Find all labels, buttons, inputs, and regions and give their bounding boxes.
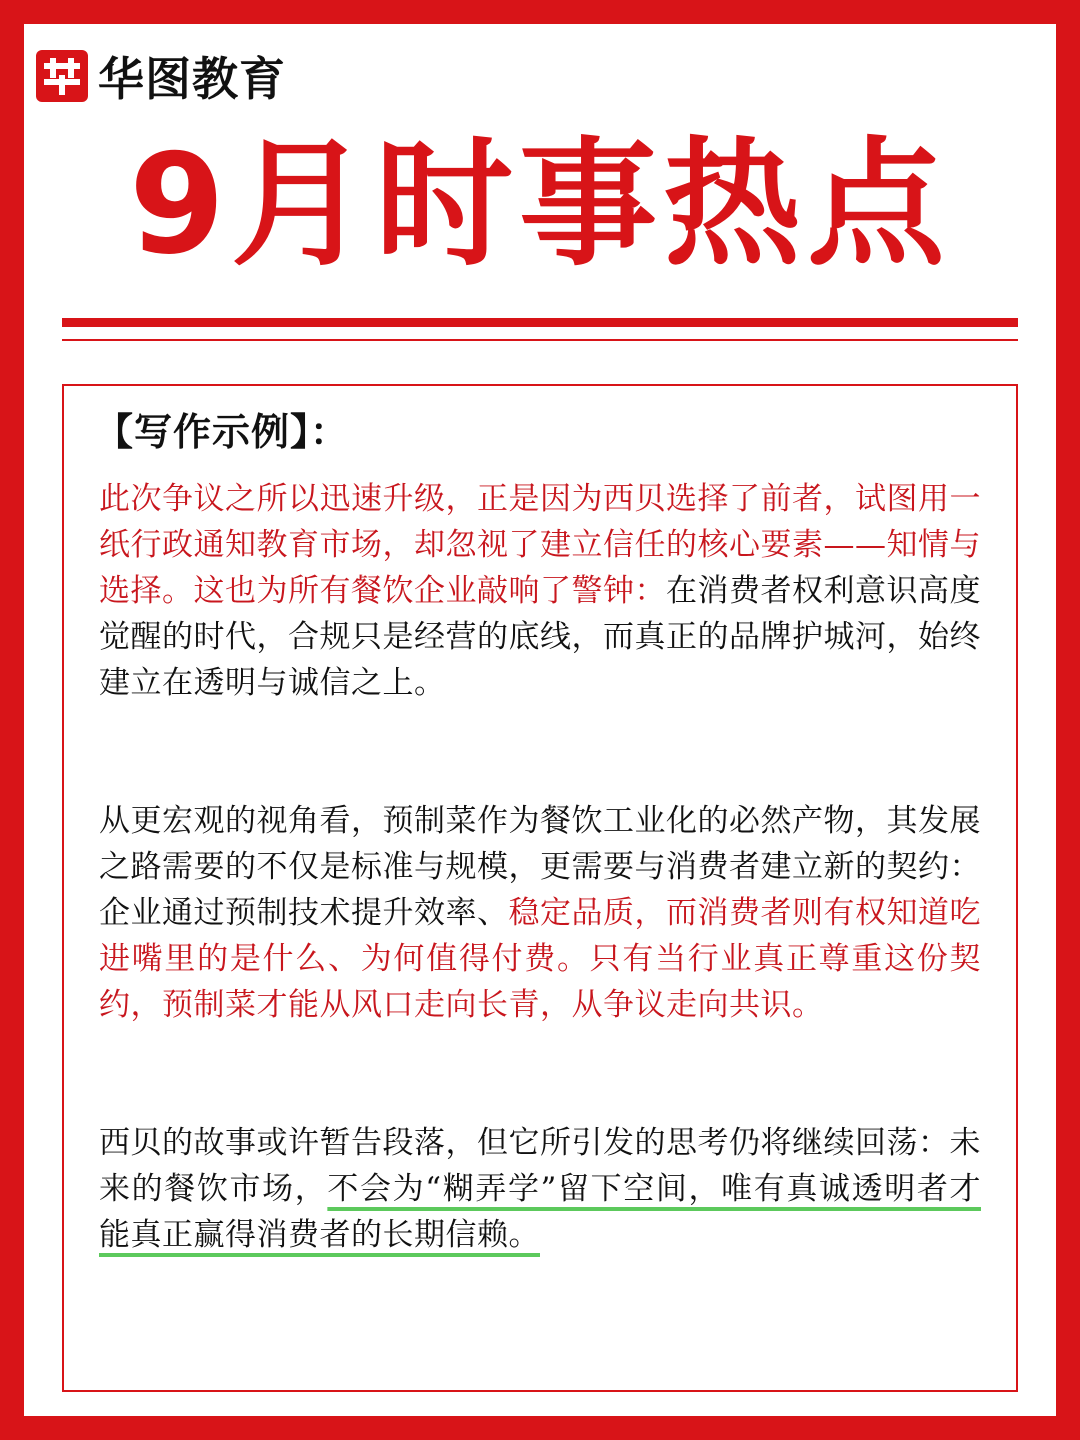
section-heading: 【写作示例】： [95,409,350,454]
paragraph-2-body: 从更宏观的视角看，预制菜作为餐饮工业化的必然产物，其发展之路需要的不仅是标准与规模，更需要与消费者建立新的契约：企业通过预制技术提升效率、 [99,803,981,931]
paragraph-1-highlight: 此次争议之所以迅速升级，正是因为西贝选择了前者，试图用一纸行政通知教育市场，却忽视了建立信任的核心要素——知情与选择。这也为所有餐饮企业敲响了警钟： [99,481,981,609]
paragraph-3-body: 西贝的故事或许暂告段落，但它所引发的思考仍将继续回荡：未来的餐饮市场， [99,1125,981,1207]
divider-thick [62,318,1018,327]
paragraph-1-body: 在消费者权利意识高度觉醒的时代，合规只是经营的底线，而真正的品牌护城河，始终建立在透明与诚信之上。 [99,573,981,701]
brand-name: 华图教育 [98,52,286,106]
huatu-logo-icon [36,50,88,102]
paragraph-2-highlight: 稳定品质，而消费者则有权知道吃进嘴里的是什么、为何值得付费。只有当行业真正尊重这份契约，预制菜才能从风口走向长青，从争议走向共识。 [99,895,981,1023]
paragraph-3 [99,1120,981,1258]
page-title: 9月时事热点 [128,124,952,285]
content-box [62,384,1018,1392]
paragraph-2 [99,798,981,1028]
brand-header [36,46,286,106]
divider-thin [62,339,1018,341]
paragraph-3-underlined: 不会为“糊弄学”留下空间，唯有真诚透明者才能真正赢得消费者的长期信赖。 [99,1171,981,1253]
paragraph-1 [99,476,981,706]
